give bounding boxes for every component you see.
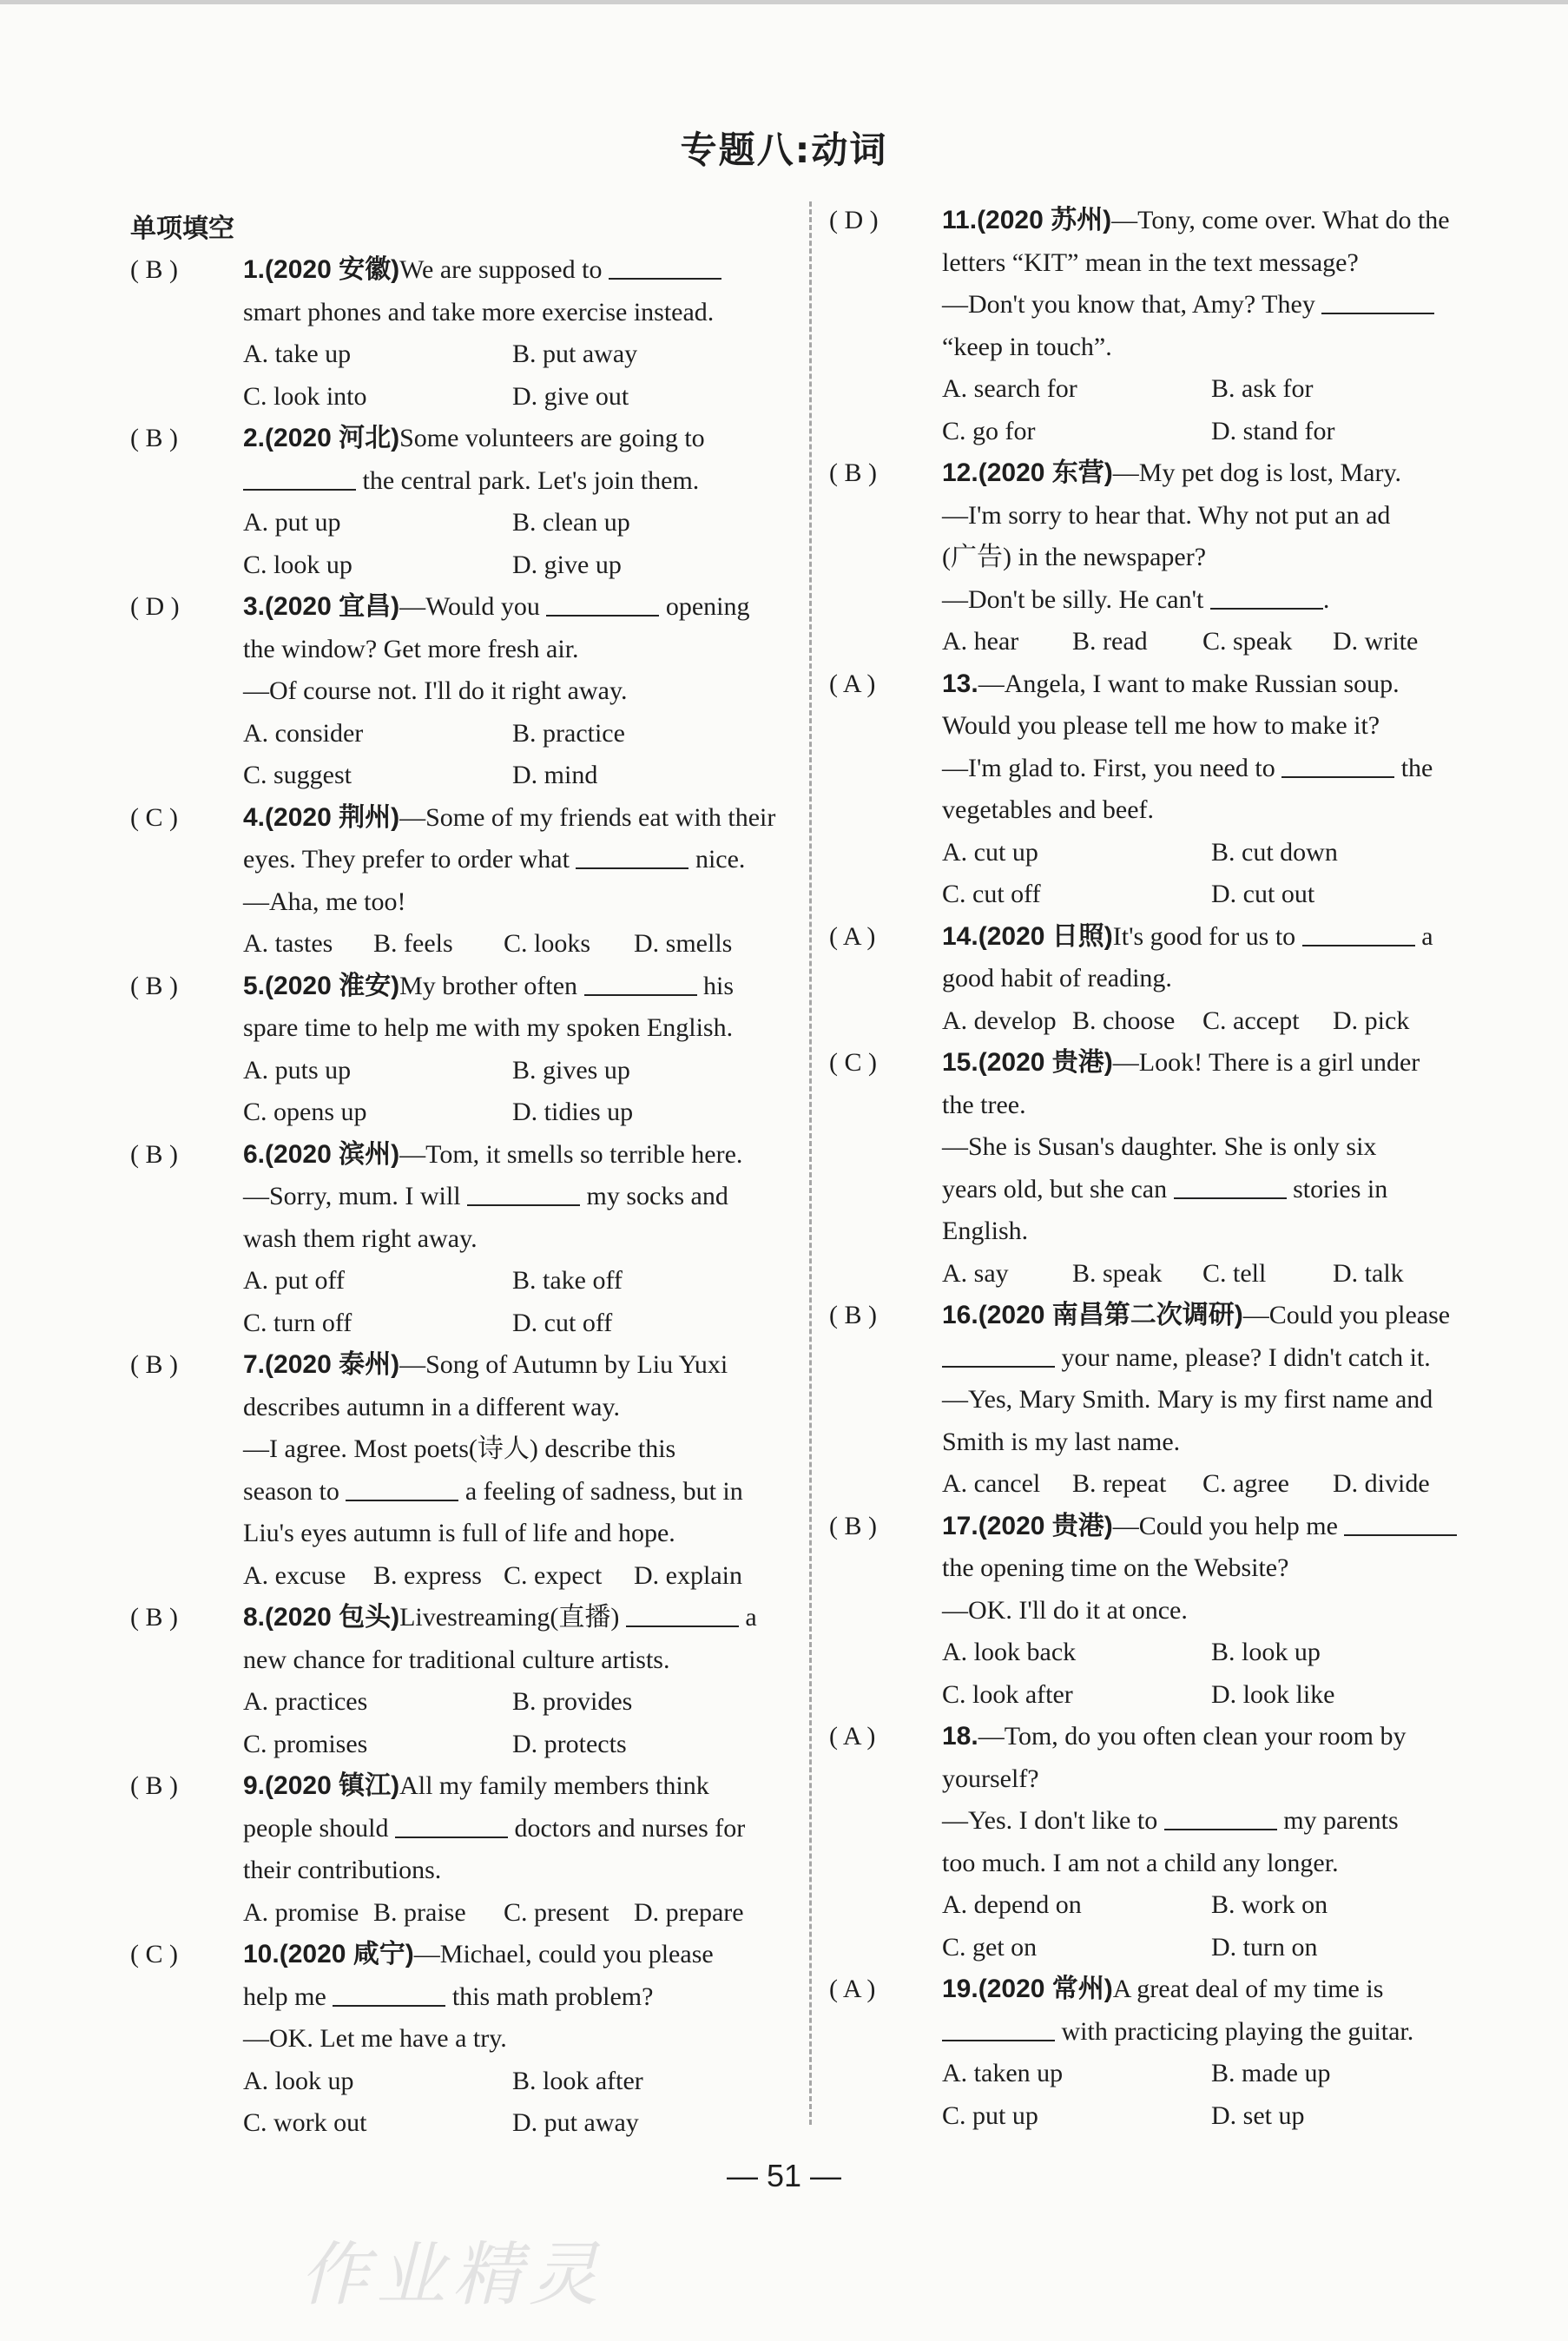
question-line: good habit of reading. (942, 964, 1172, 992)
answer-blank[interactable] (1210, 582, 1323, 610)
question-item (829, 452, 1489, 663)
answer-marker: ( A ) (829, 669, 876, 698)
answer-marker: ( C ) (829, 1048, 877, 1077)
option-item[interactable]: C. look up (243, 550, 352, 579)
option-item[interactable]: A. search for (942, 374, 1077, 403)
option-item[interactable]: B. ask for (1211, 374, 1314, 403)
option-item[interactable]: B. praise (373, 1897, 466, 1927)
option-item[interactable]: C. accept (1202, 1006, 1300, 1035)
options-group (942, 621, 1489, 663)
question-line: 1.(2020 安徽)We are supposed to (243, 249, 790, 292)
answer-blank[interactable] (467, 1178, 580, 1206)
question-item (829, 1716, 1489, 1968)
answer-blank[interactable] (346, 1474, 458, 1501)
question-item (130, 1934, 790, 2145)
question-number: 12. (942, 458, 978, 487)
question-item (829, 1295, 1489, 1506)
question-line: 10.(2020 咸宁)—Michael, could you please (243, 1940, 714, 1968)
option-item[interactable]: A. excuse (243, 1560, 346, 1590)
question-item (130, 1134, 790, 1345)
option-item[interactable]: D. protects (512, 1729, 627, 1758)
option-item[interactable]: A. cancel (942, 1469, 1041, 1498)
option-item[interactable]: D. stand for (1211, 416, 1335, 445)
question-line: 4.(2020 荆州)—Some of my friends eat with their (243, 802, 776, 832)
answer-blank[interactable] (1321, 287, 1434, 314)
answer-marker: ( B ) (130, 1350, 178, 1379)
option-item[interactable]: D. set up (1211, 2100, 1305, 2130)
answer-marker: ( B ) (130, 1771, 178, 1800)
question-source: (2020 荆州) (265, 802, 400, 832)
option-item[interactable]: B. made up (1211, 2059, 1331, 2087)
options-group (942, 2053, 1489, 2137)
question-line: Smith is my last name. (942, 1427, 1181, 1456)
question-source: (2020 镇江) (265, 1771, 400, 1800)
option-item[interactable]: A. taken up (942, 2059, 1064, 2087)
question-number: 5. (243, 971, 266, 1000)
answer-blank[interactable] (584, 968, 697, 996)
option-item[interactable]: A. tastes (243, 929, 333, 958)
options-group (243, 333, 790, 418)
option-item[interactable]: A. put up (243, 508, 341, 537)
option-item[interactable]: C. expect (504, 1560, 603, 1590)
options-group (243, 1260, 790, 1344)
option-item[interactable]: A. promise (243, 1897, 359, 1927)
option-item[interactable]: D. prepare (634, 1897, 744, 1927)
option-item[interactable]: C. looks (504, 929, 591, 958)
page-number: — 51 — (726, 2158, 842, 2193)
question-line: —OK. Let me have a try. (243, 2024, 507, 2053)
answer-marker: ( B ) (829, 458, 877, 487)
option-item[interactable]: A. puts up (243, 1055, 352, 1085)
answer-marker: ( C ) (130, 1940, 178, 1968)
question-body (942, 1295, 1489, 1506)
question-source: (2020 东营) (978, 458, 1113, 487)
option-item[interactable]: D. talk (1333, 1258, 1404, 1288)
option-item[interactable]: D. write (1333, 627, 1419, 656)
top-border (0, 0, 1568, 4)
question-line: people should doctors and nurses for (243, 1808, 790, 1850)
question-line: Liu's eyes autumn is full of life and hope. (243, 1519, 675, 1547)
answer-blank[interactable] (333, 1979, 445, 2007)
question-source: (2020 包头) (265, 1603, 400, 1632)
option-item[interactable]: A. cut up (942, 837, 1038, 867)
option-item[interactable]: D. explain (634, 1560, 742, 1590)
options-group (942, 1463, 1489, 1506)
question-line: spare time to help me with my spoken English. (243, 1013, 734, 1042)
question-line: the tree. (942, 1090, 1026, 1119)
question-line: new chance for traditional culture artists. (243, 1645, 670, 1674)
options-group (942, 368, 1489, 452)
question-line: 14.(2020 日照)It's good for us to a (942, 916, 1489, 959)
question-item (829, 663, 1489, 916)
option-item[interactable]: B. look up (1211, 1638, 1321, 1666)
answer-marker: ( B ) (130, 424, 178, 452)
option-item[interactable]: C. look after (942, 1679, 1073, 1709)
option-item[interactable]: A. depend on (942, 1890, 1082, 1919)
option-item[interactable]: D. divide (1333, 1469, 1430, 1498)
option-item[interactable]: B. take off (512, 1266, 623, 1295)
question-line: English. (942, 1217, 1029, 1245)
question-line: the central park. Let's join them. (243, 460, 790, 503)
option-item[interactable]: B. repeat (1072, 1469, 1167, 1498)
question-line: 18.—Tom, do you often clean your room by (942, 1722, 1407, 1751)
option-item[interactable]: A. say (942, 1258, 1009, 1288)
question-source: (2020 淮安) (265, 971, 400, 1000)
option-item[interactable]: B. practice (512, 718, 625, 748)
question-line: 12.(2020 东营)—My pet dog is lost, Mary. (942, 458, 1401, 487)
question-source: (2020 贵港) (978, 1048, 1113, 1077)
question-number: 14. (942, 921, 978, 951)
answer-blank[interactable] (942, 2014, 1055, 2041)
question-line: your name, please? I didn't catch it. (942, 1337, 1489, 1380)
left-column (130, 249, 790, 2145)
question-body (942, 1042, 1489, 1295)
option-item[interactable]: A. hear (942, 627, 1019, 656)
question-line: —Yes, Mary Smith. Mary is my first name and (942, 1385, 1433, 1414)
question-line: yourself? (942, 1764, 1039, 1793)
answer-marker: ( B ) (130, 1139, 178, 1169)
question-line: smart phones and take more exercise instead. (243, 297, 715, 326)
answer-marker: ( D ) (130, 592, 180, 621)
option-item[interactable]: C. go for (942, 416, 1036, 445)
question-item (829, 1506, 1489, 1717)
option-item[interactable]: C. look into (243, 381, 367, 411)
question-body (942, 1506, 1489, 1717)
answer-marker: ( C ) (130, 802, 178, 832)
question-line: —Sorry, mum. I will my socks and (243, 1176, 790, 1218)
question-line: season to a feeling of sadness, but in (243, 1471, 790, 1513)
question-line: —I'm sorry to hear that. Why not put an ad (942, 500, 1391, 530)
question-source: (2020 滨州) (265, 1139, 400, 1169)
question-line: —Aha, me too! (243, 887, 406, 916)
question-source: (2020 苏州) (977, 206, 1112, 234)
option-item[interactable]: A. take up (243, 340, 352, 368)
question-number: 9. (243, 1771, 266, 1800)
answer-marker: ( D ) (829, 206, 879, 234)
question-line: 13.—Angela, I want to make Russian soup. (942, 669, 1400, 698)
options-group (243, 2061, 790, 2145)
options-group (243, 1681, 790, 1765)
question-source: (2020 日照) (978, 921, 1113, 951)
options-group (942, 1000, 1489, 1043)
option-item[interactable]: C. get on (942, 1932, 1038, 1962)
question-body (243, 1134, 790, 1345)
question-source: (2020 贵港) (978, 1511, 1113, 1540)
question-line: —Don't you know that, Amy? They (942, 284, 1489, 326)
question-body (243, 1344, 790, 1597)
answer-marker: ( B ) (130, 255, 178, 284)
answer-blank[interactable] (1164, 1803, 1277, 1830)
question-item (130, 1344, 790, 1597)
options-group (243, 1892, 790, 1935)
option-item[interactable]: B. express (373, 1560, 482, 1590)
option-item[interactable]: D. smells (634, 929, 733, 958)
options-group (942, 1632, 1489, 1716)
question-line: 16.(2020 南昌第二次调研)—Could you please (942, 1301, 1451, 1329)
question-line: 9.(2020 镇江)All my family members think (243, 1771, 709, 1800)
question-number: 7. (243, 1350, 266, 1379)
question-number: 2. (243, 424, 266, 452)
question-body (243, 1934, 790, 2145)
option-item[interactable]: C. present (504, 1897, 609, 1927)
option-item[interactable]: D. mind (512, 761, 598, 789)
option-item[interactable]: B. put away (512, 340, 638, 368)
question-body (942, 663, 1489, 916)
question-number: 15. (942, 1048, 978, 1077)
question-line: 7.(2020 泰州)—Song of Autumn by Liu Yuxi (243, 1350, 728, 1379)
question-line: their contributions. (243, 1856, 442, 1884)
question-line: —I'm glad to. First, you need to the (942, 748, 1489, 790)
question-number: 3. (243, 592, 266, 621)
question-number: 11. (942, 206, 978, 234)
option-item[interactable]: B. cut down (1211, 837, 1338, 867)
answer-blank[interactable] (546, 589, 659, 617)
answer-blank[interactable] (1174, 1171, 1287, 1199)
question-body (243, 418, 790, 586)
right-column (829, 200, 1489, 2137)
option-item[interactable]: D. give out (512, 381, 629, 411)
options-group (942, 832, 1489, 916)
question-line: the opening time on the Website? (942, 1553, 1289, 1582)
options-group (243, 1050, 790, 1134)
question-item (829, 1968, 1489, 2137)
answer-marker: ( B ) (829, 1511, 877, 1540)
question-item (130, 418, 790, 586)
answer-blank[interactable] (942, 1340, 1055, 1368)
question-line: —I agree. Most poets(诗人) describe this (243, 1434, 676, 1463)
question-number: 4. (243, 802, 266, 832)
question-number: 8. (243, 1603, 266, 1632)
page-title: 专题八:动词 (680, 129, 888, 171)
answer-blank[interactable] (1281, 750, 1394, 778)
option-item[interactable]: B. clean up (512, 508, 630, 537)
question-number: 1. (243, 255, 266, 284)
answer-blank[interactable] (1344, 1508, 1457, 1536)
question-line: 17.(2020 贵港)—Could you help me (942, 1506, 1489, 1548)
question-body (243, 966, 790, 1134)
question-source: (2020 常州) (978, 1975, 1113, 2003)
option-item[interactable]: D. turn on (1211, 1932, 1318, 1962)
question-line: —She is Susan's daughter. She is only six (942, 1132, 1377, 1161)
column-divider (809, 201, 812, 2125)
question-line: with practicing playing the guitar. (942, 2011, 1489, 2054)
question-item (130, 797, 790, 966)
option-item[interactable]: B. feels (373, 929, 453, 958)
question-line: eyes. They prefer to order what nice. (243, 839, 790, 881)
question-number: 17. (942, 1511, 978, 1540)
question-source: (2020 南昌第二次调研) (978, 1301, 1243, 1329)
question-body (243, 1765, 790, 1934)
option-item[interactable]: A. look up (243, 2066, 354, 2095)
question-line: 15.(2020 贵港)—Look! There is a girl under (942, 1048, 1420, 1077)
question-body (942, 452, 1489, 663)
answer-marker: ( A ) (829, 1975, 876, 2003)
option-item[interactable]: B. choose (1072, 1006, 1176, 1035)
question-item (130, 1597, 790, 1765)
option-item[interactable]: B. gives up (512, 1055, 630, 1085)
option-item[interactable]: C. turn off (243, 1308, 352, 1337)
question-line: 8.(2020 包头)Livestreaming(直播) a (243, 1597, 790, 1639)
question-item (829, 1042, 1489, 1295)
question-line: —Yes. I don't like to my parents (942, 1800, 1489, 1843)
question-item (130, 586, 790, 797)
question-line: (广告) in the newspaper? (942, 543, 1207, 571)
option-item[interactable]: D. cut off (512, 1308, 613, 1337)
options-group (942, 1253, 1489, 1296)
option-item[interactable]: B. read (1072, 627, 1148, 656)
question-line: 19.(2020 常州)A great deal of my time is (942, 1975, 1384, 2003)
question-body (243, 249, 790, 418)
option-item[interactable]: A. consider (243, 718, 364, 748)
option-item[interactable]: D. tidies up (512, 1098, 634, 1126)
option-item[interactable]: C. agree (1202, 1469, 1289, 1498)
option-item[interactable]: B. work on (1211, 1890, 1328, 1919)
question-body (942, 1968, 1489, 2137)
question-line: —Of course not. I'll do it right away. (243, 676, 628, 705)
question-number: 19. (942, 1975, 978, 2003)
option-item[interactable]: B. speak (1072, 1258, 1163, 1288)
section-title: 单项填空 (130, 214, 234, 244)
answer-blank[interactable] (576, 841, 688, 869)
question-line: 11.(2020 苏州)—Tony, come over. What do the (942, 206, 1450, 234)
question-item (130, 249, 790, 418)
question-item (829, 200, 1489, 452)
option-item[interactable]: C. work out (243, 2108, 367, 2137)
option-item[interactable]: C. promises (243, 1729, 368, 1758)
option-item[interactable]: B. look after (512, 2066, 643, 2095)
question-body (243, 586, 790, 797)
options-group (942, 1884, 1489, 1968)
answer-marker: ( B ) (130, 971, 178, 1000)
option-item[interactable]: D. cut out (1211, 880, 1315, 908)
question-line: letters “KIT” mean in the text message? (942, 247, 1359, 277)
question-number: 18. (942, 1722, 978, 1751)
question-source: (2020 河北) (265, 424, 400, 452)
options-group (243, 713, 790, 797)
question-line: vegetables and beef. (942, 795, 1155, 824)
question-source: (2020 泰州) (265, 1350, 400, 1379)
answer-blank[interactable] (626, 1599, 739, 1627)
question-number: 16. (942, 1301, 978, 1329)
option-item[interactable]: C. opens up (243, 1098, 367, 1126)
option-item[interactable]: C. cut off (942, 880, 1041, 908)
question-body (942, 200, 1489, 452)
question-source: (2020 安徽) (265, 255, 400, 284)
question-body (243, 1597, 790, 1765)
option-item[interactable]: D. put away (512, 2108, 639, 2137)
question-line: years old, but she can stories in (942, 1169, 1489, 1211)
question-body (243, 797, 790, 966)
question-line: too much. I am not a child any longer. (942, 1848, 1339, 1877)
question-line: help me this math problem? (243, 1976, 790, 2019)
question-line: 3.(2020 宜昌)—Would you opening (243, 586, 790, 629)
question-number: 13. (942, 669, 978, 698)
option-item[interactable]: C. put up (942, 2100, 1038, 2130)
answer-blank[interactable] (609, 252, 721, 280)
question-source: (2020 宜昌) (265, 592, 400, 621)
option-item[interactable]: A. practices (243, 1687, 368, 1716)
question-item (130, 1765, 790, 1934)
answer-blank[interactable] (395, 1810, 508, 1838)
answer-marker: ( A ) (829, 921, 876, 951)
options-group (243, 1555, 790, 1598)
answer-blank[interactable] (243, 463, 356, 491)
option-item[interactable]: D. give up (512, 550, 622, 579)
question-source: (2020 咸宁) (279, 1940, 414, 1968)
question-item (130, 966, 790, 1134)
options-group (243, 923, 790, 966)
question-number: 10. (243, 1940, 280, 1968)
question-line: “keep in touch”. (942, 332, 1112, 361)
question-line: the window? Get more fresh air. (243, 634, 579, 663)
option-item[interactable]: C. suggest (243, 761, 352, 789)
question-line: 5.(2020 淮安)My brother often his (243, 966, 790, 1008)
option-item[interactable]: A. develop (942, 1006, 1057, 1035)
question-line: —Don't be silly. He can't . (942, 579, 1489, 622)
option-item[interactable]: D. pick (1333, 1006, 1410, 1035)
option-item[interactable]: C. speak (1202, 627, 1293, 656)
option-item[interactable]: D. look like (1211, 1679, 1335, 1709)
question-line: wash them right away. (243, 1223, 478, 1253)
question-line: 6.(2020 滨州)—Tom, it smells so terrible here. (243, 1139, 743, 1169)
question-line: 2.(2020 河北)Some volunteers are going to (243, 424, 705, 452)
answer-marker: ( B ) (130, 1603, 178, 1632)
answer-marker: ( B ) (829, 1301, 877, 1329)
option-item[interactable]: A. put off (243, 1266, 345, 1295)
option-item[interactable]: B. provides (512, 1687, 633, 1716)
question-item (829, 916, 1489, 1043)
question-line: Would you please tell me how to make it? (942, 711, 1380, 740)
question-line: describes autumn in a different way. (243, 1392, 621, 1421)
answer-blank[interactable] (1302, 919, 1415, 946)
question-number: 6. (243, 1139, 266, 1169)
watermark: 作业精灵 (300, 2234, 605, 2315)
options-group (243, 502, 790, 586)
question-body (942, 916, 1489, 1043)
question-line: —OK. I'll do it at once. (942, 1595, 1188, 1625)
option-item[interactable]: A. look back (942, 1638, 1077, 1666)
question-body (942, 1716, 1489, 1968)
option-item[interactable]: C. tell (1202, 1258, 1267, 1288)
answer-marker: ( A ) (829, 1722, 876, 1751)
